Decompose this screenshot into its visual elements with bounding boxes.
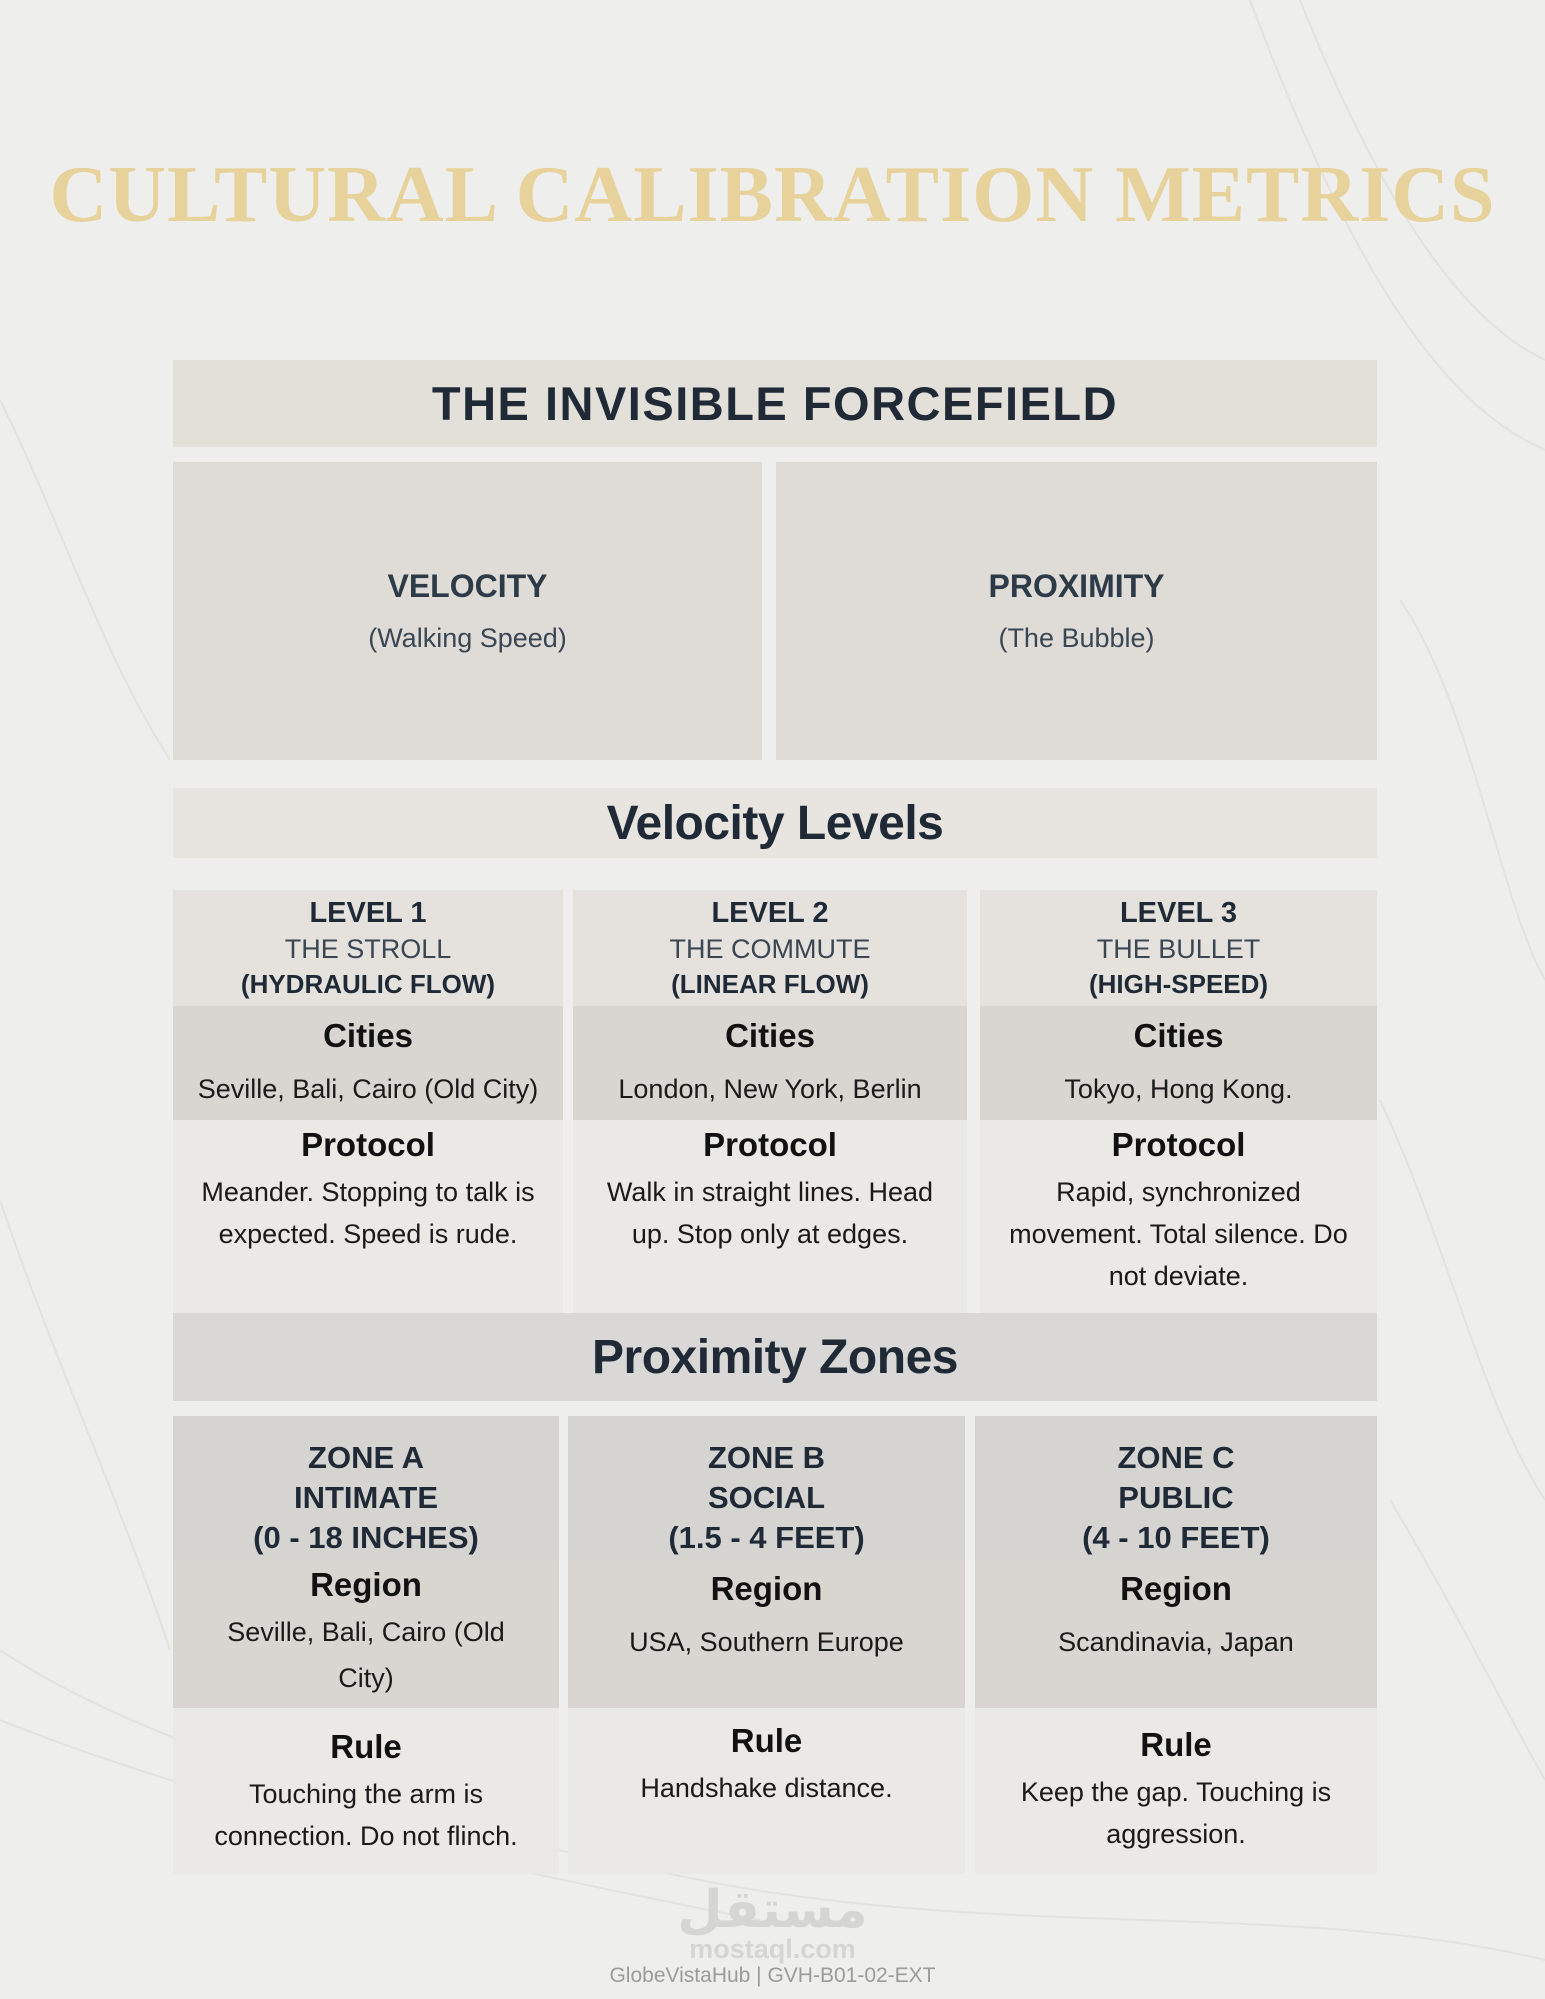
velocity-subtitle: (Walking Speed) <box>368 623 567 653</box>
level-3-protocol-value: Rapid, synchronized movement. Total silence. Do not deviate. <box>1009 1177 1348 1291</box>
level-1-header <box>173 890 563 1006</box>
velocity-levels-header <box>173 788 1377 858</box>
level-1-protocol-label: Protocol <box>301 1126 435 1163</box>
zone-b-region-label: Region <box>710 1570 823 1607</box>
zone-c-name: PUBLIC <box>1118 1480 1234 1515</box>
zone-a-name: INTIMATE <box>293 1480 439 1515</box>
zone-a-region <box>173 1560 559 1708</box>
zone-b-rule <box>568 1708 965 1874</box>
zone-a-rule <box>173 1708 559 1874</box>
level-3-flow: (HIGH-SPEED) <box>1088 968 1269 999</box>
proximity-card <box>776 462 1377 760</box>
zone-c-region <box>975 1560 1377 1708</box>
level-2-label: LEVEL 2 <box>711 896 829 929</box>
level-1-cities-value: Seville, Bali, Cairo (Old City) <box>197 1073 539 1104</box>
level-2-cities <box>573 1006 967 1120</box>
zone-a-header <box>173 1416 559 1560</box>
zone-b-rule-label: Rule <box>730 1722 803 1759</box>
proximity-zones-heading: Proximity Zones <box>592 1330 958 1384</box>
zone-b-region-value: USA, Southern Europe <box>629 1627 904 1657</box>
level-1-protocol-value: Meander. Stopping to talk is expected. Speed is rude. <box>201 1177 535 1249</box>
zone-a-range: (0 - 18 INCHES) <box>253 1520 479 1555</box>
level-1-cities-label: Cities <box>323 1016 413 1054</box>
zone-b-label: ZONE B <box>707 1440 826 1475</box>
level-3-cities-label: Cities <box>1133 1016 1224 1054</box>
level-1-protocol <box>173 1120 563 1313</box>
proximity-subtitle: (The Bubble) <box>998 623 1155 653</box>
zone-a-label: ZONE A <box>308 1440 424 1475</box>
level-1-flow: (HYDRAULIC FLOW) <box>240 968 496 999</box>
zone-c-region-value: Scandinavia, Japan <box>1058 1627 1294 1657</box>
level-3-cities-value: Tokyo, Hong Kong. <box>1064 1073 1293 1104</box>
level-3-protocol <box>980 1120 1377 1313</box>
level-2-flow: (LINEAR FLOW) <box>671 968 869 999</box>
footer-text: GlobeVistaHub | GVH-B01-02-EXT <box>609 1964 936 1987</box>
level-3-protocol-label: Protocol <box>1111 1126 1246 1163</box>
zone-c-label: ZONE C <box>1117 1440 1235 1475</box>
level-2-protocol-label: Protocol <box>703 1126 837 1163</box>
watermark-arabic: مستقل <box>677 1881 868 1939</box>
level-3-cities <box>980 1006 1377 1120</box>
level-1-label: LEVEL 1 <box>309 896 427 929</box>
zone-c-header <box>975 1416 1377 1560</box>
zone-a-rule-value: Touching the arm is connection. Do not flinch. <box>214 1779 518 1851</box>
level-2-cities-value: London, New York, Berlin <box>618 1073 922 1104</box>
watermark-latin: mostaql.com <box>689 1934 856 1964</box>
zone-c-rule-value: Keep the gap. Touching is aggression. <box>1020 1777 1332 1849</box>
zone-b-region <box>568 1560 965 1708</box>
forcefield-heading: THE INVISIBLE FORCEFIELD <box>431 377 1119 430</box>
level-2-protocol <box>573 1120 967 1313</box>
level-2-protocol-value: Walk in straight lines. Head up. Stop only at edges. <box>606 1177 934 1249</box>
level-1-cities <box>173 1006 563 1120</box>
level-2-name: THE COMMUTE <box>669 933 871 964</box>
zone-b-range: (1.5 - 4 FEET) <box>668 1520 865 1555</box>
zone-c-rule <box>975 1708 1377 1874</box>
level-3-header <box>980 890 1377 1006</box>
level-2-cities-label: Cities <box>725 1016 815 1054</box>
proximity-title: PROXIMITY <box>988 568 1165 604</box>
level-3-name: THE BULLET <box>1096 933 1261 964</box>
page-title: CULTURAL CALIBRATION METRICS <box>49 151 1496 239</box>
velocity-card <box>173 462 762 760</box>
velocity-levels-heading: Velocity Levels <box>606 796 944 850</box>
level-2-header <box>573 890 967 1006</box>
zone-a-region-value: Seville, Bali, Cairo (Old City) <box>227 1617 505 1693</box>
level-3-label: LEVEL 3 <box>1119 896 1238 929</box>
velocity-title: VELOCITY <box>387 568 548 604</box>
zone-c-range: (4 - 10 FEET) <box>1082 1520 1270 1555</box>
zone-a-rule-label: Rule <box>330 1728 402 1765</box>
zone-a-region-label: Region <box>310 1566 422 1604</box>
zone-b-name: SOCIAL <box>707 1480 826 1515</box>
zone-c-rule-label: Rule <box>1140 1726 1212 1763</box>
proximity-zones-header <box>173 1313 1377 1401</box>
zone-b-rule-value: Handshake distance. <box>640 1773 893 1803</box>
zone-c-region-label: Region <box>1120 1570 1232 1607</box>
forcefield-header <box>173 360 1377 447</box>
level-1-name: THE STROLL <box>284 933 452 964</box>
zone-b-header <box>568 1416 965 1560</box>
